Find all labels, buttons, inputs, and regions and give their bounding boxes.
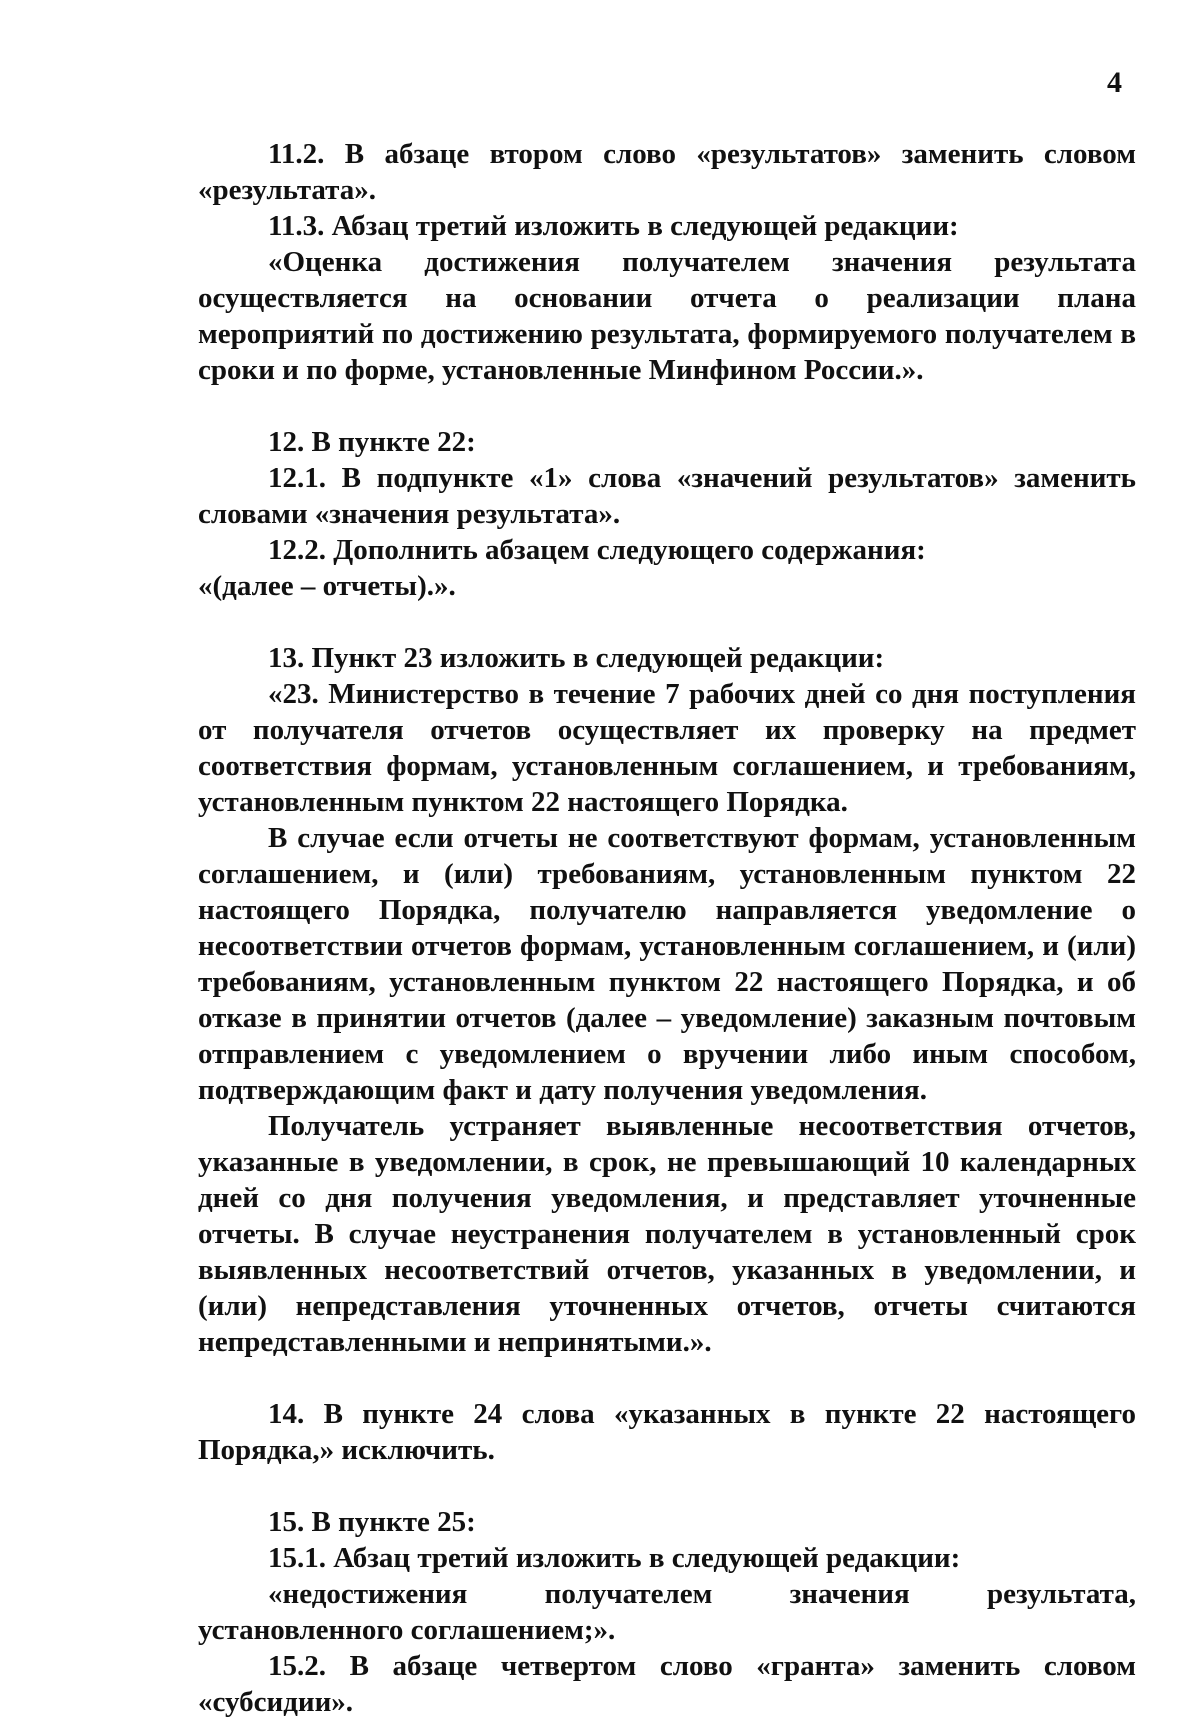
paragraph-11-3: 11.3. Абзац третий изложить в следующей редакции: [268, 210, 959, 242]
paragraph-13-quote-3: Получатель устраняет выявленные несоответствия отчетов, указанные в уведомлении, в срок, не превышающий 10 календарных дней со дня получения уведомления, и представляет уточненные отчеты. В случае неустранения получателем в установленный срок выявленных несоответствий отчетов, указанных в уведомлении, и (или) непредставления уточненных отчетов, отчеты считаются непредставленными и непринятыми.». [198, 1110, 1136, 1358]
paragraph-12-2: 12.2. Дополнить абзацем следующего содержания: [268, 534, 926, 566]
paragraph-15-2: 15.2. В абзаце четвертом слово «гранта» заменить словом «субсидии». [198, 1650, 1136, 1718]
paragraph-13-quote-1: «23. Министерство в течение 7 рабочих дней со дня поступления от получателя отчетов осуществляет их проверку на предмет соответствия формам, установленным соглашением, и требованиям, установленным пунктом 22 настоящего Порядка. [198, 678, 1136, 818]
page-number: 4 [1107, 66, 1122, 99]
paragraph-15-1: 15.1. Абзац третий изложить в следующей редакции: [268, 1542, 961, 1574]
paragraph-14: 14. В пункте 24 слова «указанных в пункте 22 настоящего Порядка,» исключить. [198, 1398, 1136, 1466]
paragraph-15: 15. В пункте 25: [268, 1506, 476, 1538]
paragraph-13-quote-2: В случае если отчеты не соответствуют формам, установленным соглашением, и (или) требованиям, установленным пунктом 22 настоящего Порядка, получателю направляется уведомление о несоответствии отчетов формам, установленным соглашением, и (или) требованиям, установленным пунктом 22 настоящего Порядка, и об отказе в принятии отчетов (далее – уведомление) заказным почтовым отправлением с уведомлением о вручении либо иным способом, подтверждающим факт и дату получения уведомления. [198, 822, 1136, 1106]
paragraph-15-1-quote: «недостижения получателем значения результата, установленного соглашением;». [198, 1578, 1136, 1646]
paragraph-11-3-quote: «Оценка достижения получателем значения результата осуществляется на основании отчета о реализации плана мероприятий по достижению результата, формируемого получателем в сроки и по форме, установленные Минфином России.». [198, 246, 1136, 386]
paragraph-12-1: 12.1. В подпункте «1» слова «значений результатов» заменить словами «значения результата». [198, 462, 1136, 530]
paragraph-12-2-quote: «(далее – отчеты).». [198, 570, 456, 602]
paragraph-11-2: 11.2. В абзаце втором слово «результатов» заменить словом «результата». [198, 138, 1136, 206]
paragraph-12: 12. В пункте 22: [268, 426, 476, 458]
paragraph-13: 13. Пункт 23 изложить в следующей редакции: [268, 642, 885, 674]
document-body [198, 136, 1136, 1720]
